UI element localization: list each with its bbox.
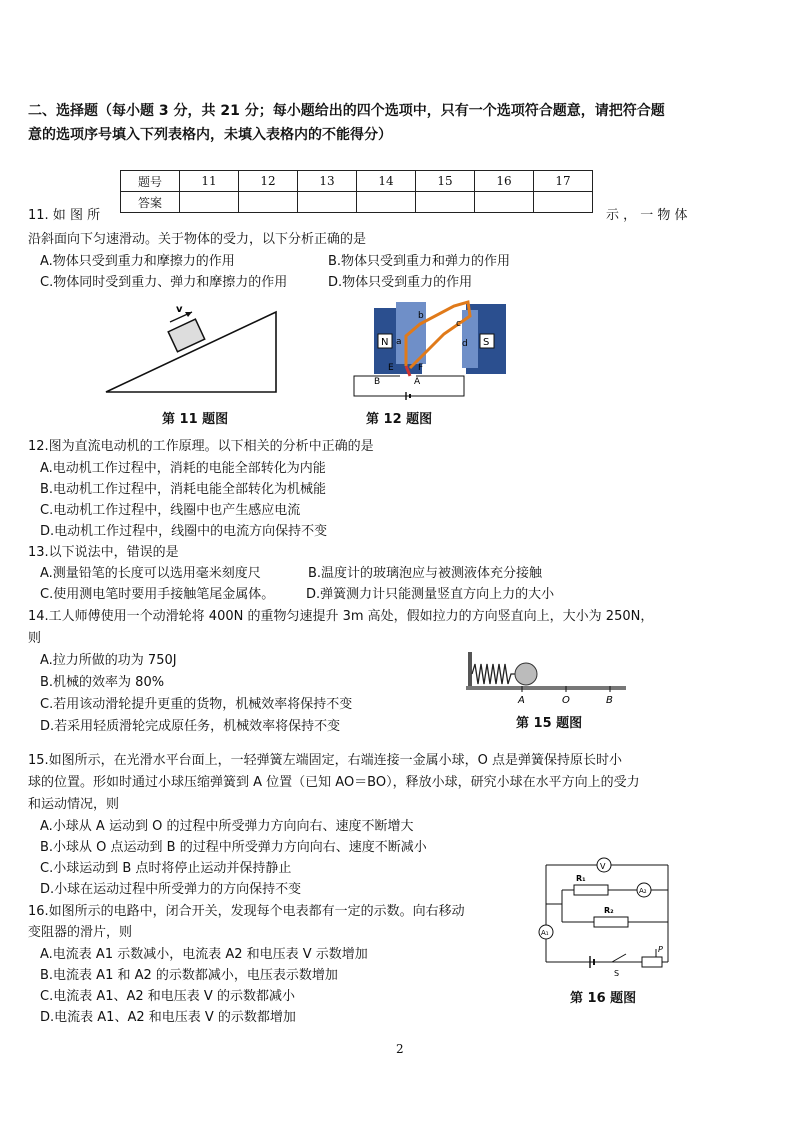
spring [472, 664, 516, 684]
fig16-circuit-diagram [528, 852, 688, 982]
fig12-caption: 第 12 题图 [366, 412, 433, 427]
n-pole-label: N [381, 337, 389, 348]
q12-stem: 12.图为直流电动机的工作原理。以下相关的分析中正确的是 [28, 439, 374, 454]
fig11-incline-diagram [100, 300, 290, 400]
label-a: a [396, 337, 402, 347]
ammeter-a1-label: A₁ [541, 929, 549, 937]
q15-stem-cont1: 球的位置。形如时通过小球压缩弹簧到 A 位置（已知 AO＝BO），释放小球，研究小球在水平方向上的受力 [28, 775, 640, 790]
q13-option-c: C.使用测电笔时要用手接触笔尾金属体。 [40, 587, 275, 602]
switch-label: S [614, 969, 620, 978]
q13-option-d: D.弹簧测力计只能测量竖直方向上力的大小 [306, 587, 555, 602]
q11-option-b: B.物体只受到重力和弹力的作用 [328, 254, 511, 269]
answer-cell[interactable] [416, 192, 475, 213]
q16-stem-cont: 变阻器的滑片，则 [28, 925, 133, 940]
label-f: F [418, 363, 424, 373]
q16-stem: 16.如图所示的电路中，闭合开关，发现每个电表都有一定的示数。向右移动 [28, 904, 465, 919]
q16-option-b: B.电流表 A1 和 A2 的示数都减小，电压表示数增加 [40, 968, 338, 983]
fig16-caption: 第 16 题图 [570, 991, 637, 1006]
ammeter-a2-label: A₂ [639, 887, 647, 895]
section-title-line2: 意的选项序号填入下列表格内，未填入表格内的不能得分） [28, 127, 392, 143]
fig11-caption: 第 11 题图 [162, 412, 229, 427]
q11-option-c: C.物体同时受到重力、弹力和摩擦力的作用 [40, 275, 288, 290]
label-brush-a: A [414, 377, 421, 387]
point-a-label: A [518, 695, 525, 706]
fig15-caption: 第 15 题图 [516, 716, 583, 731]
resistor-r2 [594, 917, 628, 927]
rheostat [642, 957, 662, 967]
answer-cell[interactable] [357, 192, 416, 213]
answer-cell[interactable] [180, 192, 239, 213]
s-pole-label: S [483, 337, 490, 348]
answer-cell[interactable] [534, 192, 593, 213]
table-cell-number: 17 [534, 171, 593, 192]
q13-option-a: A.测量铅笔的长度可以选用毫米刻度尺 [40, 566, 261, 581]
answer-cell[interactable] [239, 192, 298, 213]
q12-option-d: D.电动机工作过程中，线圈中的电流方向保持不变 [40, 524, 328, 539]
q14-option-a: A.拉力所做的功为 750J [40, 653, 177, 668]
answer-table [120, 170, 593, 213]
slider-label: P [658, 945, 663, 954]
table-cell-number: 16 [475, 171, 534, 192]
q16-option-a: A.电流表 A1 示数减小，电流表 A2 和电压表 V 示数增加 [40, 947, 368, 962]
q14-stem-cont: 则 [28, 631, 42, 646]
metal-ball [515, 663, 537, 685]
label-brush-b: B [374, 377, 381, 387]
r2-label: R₂ [604, 906, 614, 915]
q15-option-b: B.小球从 O 点运动到 B 的过程中所受弹力方向向右、速度不断减小 [40, 840, 427, 855]
point-b-label: B [606, 695, 613, 706]
external-circuit [354, 376, 464, 396]
label-e: E [388, 363, 394, 373]
q13-stem: 13.以下说法中，错误的是 [28, 545, 179, 560]
voltmeter-label: V [600, 862, 606, 871]
q11-option-d: D.物体只受到重力的作用 [328, 275, 473, 290]
table-cell-number: 11 [180, 171, 239, 192]
q16-option-d: D.电流表 A1、A2 和电压表 V 的示数都增加 [40, 1010, 296, 1025]
q15-option-a: A.小球从 A 运动到 O 的过程中所受弹力方向向右、速度不断增大 [40, 819, 414, 834]
q14-option-b: B.机械的效率为 80% [40, 675, 165, 690]
table-surface [466, 686, 626, 690]
q14-option-c: C.若用该动滑轮提升更重的货物，机械效率将保持不变 [40, 697, 353, 712]
q11-stem-start: 11. 如 图 所 [28, 208, 101, 223]
q15-stem: 15.如图所示，在光滑水平台面上，一轻弹簧左端固定，右端连接一金属小球，O 点是弹簧保持原长时小 [28, 753, 623, 768]
q12-option-c: C.电动机工作过程中，线圈中也产生感应电流 [40, 503, 301, 518]
switch-blade [612, 954, 626, 962]
q12-option-b: B.电动机工作过程中，消耗电能全部转化为机械能 [40, 482, 327, 497]
page-number: 2 [396, 1042, 404, 1056]
table-cell-number: 13 [298, 171, 357, 192]
table-cell-number: 14 [357, 171, 416, 192]
answer-table-row-numbers [121, 171, 593, 192]
answer-cell[interactable] [475, 192, 534, 213]
label-d: d [462, 339, 468, 349]
velocity-label: v [176, 304, 183, 315]
q15-option-c: C.小球运动到 B 点时将停止运动并保持静止 [40, 861, 292, 876]
table-cell-number: 15 [416, 171, 475, 192]
section-title-line1: 二、选择题（每小题 3 分，共 21 分；每小题给出的四个选项中，只有一个选项符合题意，请把符合题 [28, 103, 665, 119]
q11-stem-end: 示 ， 一 物 体 [606, 208, 688, 223]
q14-stem: 14.工人师傅使用一个动滑轮将 400N 的重物匀速提升 3m 高处，假如拉力的方向竖直向上，大小为 250N， [28, 609, 654, 624]
q16-option-c: C.电流表 A1、A2 和电压表 V 的示数都减小 [40, 989, 295, 1004]
answer-cell[interactable] [298, 192, 357, 213]
table-header-answer: 答案 [121, 192, 180, 213]
fig15-spring-diagram [466, 650, 632, 706]
point-o-label: O [562, 695, 570, 706]
q13-option-b: B.温度计的玻璃泡应与被测液体充分接触 [308, 566, 543, 581]
answer-table-row-answers [121, 192, 593, 213]
table-cell-number: 12 [239, 171, 298, 192]
sliding-block [168, 319, 204, 352]
q11-stem-cont: 沿斜面向下匀速滑动。关于物体的受力，以下分析正确的是 [28, 232, 367, 247]
label-b: b [418, 311, 424, 321]
q15-option-d: D.小球在运动过程中所受弹力的方向保持不变 [40, 882, 302, 897]
q14-option-d: D.若采用轻质滑轮完成原任务，机械效率将保持不变 [40, 719, 341, 734]
q15-stem-cont2: 和运动情况，则 [28, 797, 120, 812]
r1-label: R₁ [576, 874, 586, 883]
wall [468, 652, 472, 688]
resistor-r1 [574, 885, 608, 895]
fig12-motor-diagram [344, 296, 514, 402]
table-header-question: 题号 [121, 171, 180, 192]
label-c: c [456, 319, 461, 329]
q12-option-a: A.电动机工作过程中，消耗的电能全部转化为内能 [40, 461, 326, 476]
q11-option-a: A.物体只受到重力和摩擦力的作用 [40, 254, 235, 269]
